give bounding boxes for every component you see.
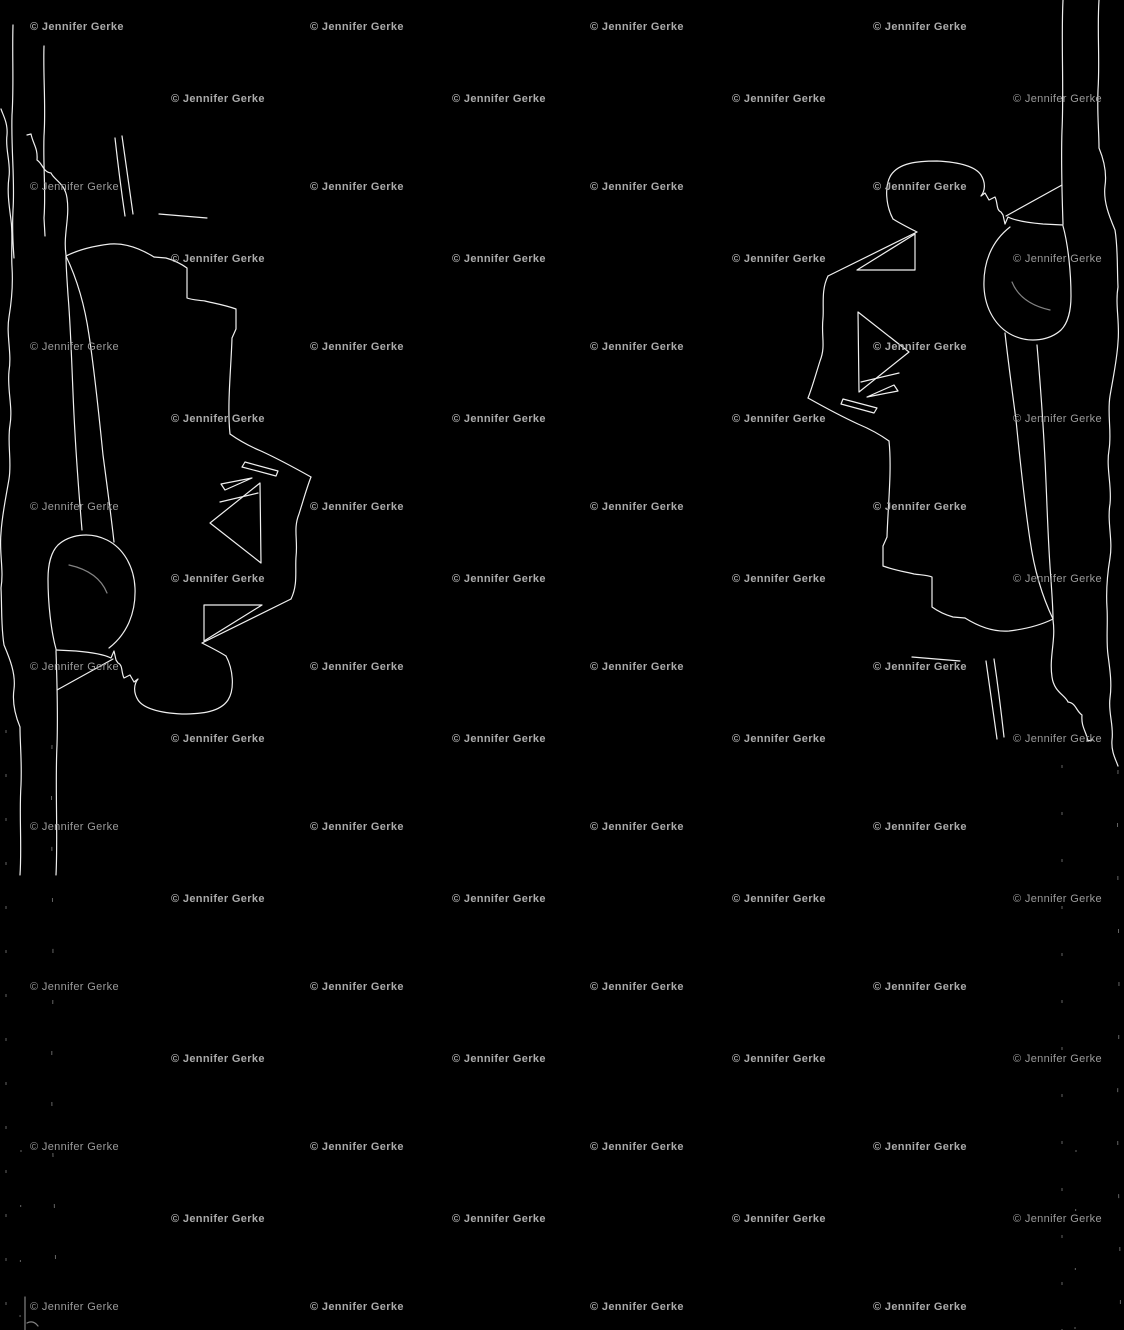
watermark-text: © Jennifer Gerke [30, 21, 124, 33]
watermark-text: © Jennifer Gerke [310, 981, 404, 993]
watermark-text: © Jennifer Gerke [30, 661, 119, 673]
watermark-text: © Jennifer Gerke [452, 1053, 546, 1065]
watermark-text: © Jennifer Gerke [452, 93, 546, 105]
watermark-text: © Jennifer Gerke [452, 893, 546, 905]
watermark-text: © Jennifer Gerke [732, 573, 826, 585]
watermark-text: © Jennifer Gerke [732, 1053, 826, 1065]
watermark-text: © Jennifer Gerke [873, 1301, 967, 1313]
watermark-text: © Jennifer Gerke [873, 501, 967, 513]
watermark-text: © Jennifer Gerke [1013, 1213, 1102, 1225]
watermark-text: © Jennifer Gerke [310, 181, 404, 193]
watermark-text: © Jennifer Gerke [1013, 893, 1102, 905]
watermark-text: © Jennifer Gerke [310, 821, 404, 833]
watermark-text: © Jennifer Gerke [452, 733, 546, 745]
watermark-text: © Jennifer Gerke [732, 93, 826, 105]
left-pole-line-b [44, 46, 45, 236]
watermark-text: © Jennifer Gerke [171, 733, 265, 745]
watermark-text: © Jennifer Gerke [590, 821, 684, 833]
watermark-text: © Jennifer Gerke [310, 661, 404, 673]
watermark-text: © Jennifer Gerke [30, 341, 119, 353]
watermark-text: © Jennifer Gerke [873, 821, 967, 833]
watermark-text: © Jennifer Gerke [590, 661, 684, 673]
watermark-text: © Jennifer Gerke [590, 181, 684, 193]
watermark-text: © Jennifer Gerke [171, 573, 265, 585]
watermark-text: © Jennifer Gerke [171, 253, 265, 265]
watermark-text: © Jennifer Gerke [452, 413, 546, 425]
watermark-text: © Jennifer Gerke [30, 181, 119, 193]
watermark-text: © Jennifer Gerke [171, 93, 265, 105]
watermark-text: © Jennifer Gerke [30, 1141, 119, 1153]
watermark-text: © Jennifer Gerke [310, 1301, 404, 1313]
watermark-text: © Jennifer Gerke [1013, 1053, 1102, 1065]
rider-figure-upright [808, 0, 1118, 766]
watermark-text: © Jennifer Gerke [590, 981, 684, 993]
watermark-text: © Jennifer Gerke [590, 21, 684, 33]
pole-dash [20, 1150, 21, 1330]
watermark-text: © Jennifer Gerke [452, 1213, 546, 1225]
watermark-text: © Jennifer Gerke [30, 821, 119, 833]
pole-dash [1118, 770, 1121, 1330]
watermark-text: © Jennifer Gerke [732, 253, 826, 265]
watermark-text: © Jennifer Gerke [310, 501, 404, 513]
left-pole [12, 25, 45, 258]
watermark-text: © Jennifer Gerke [732, 413, 826, 425]
watermark-text: © Jennifer Gerke [310, 1141, 404, 1153]
watermark-text: © Jennifer Gerke [30, 501, 119, 513]
watermark-text: © Jennifer Gerke [873, 661, 967, 673]
watermark-text: © Jennifer Gerke [171, 1213, 265, 1225]
watermark-text: © Jennifer Gerke [1013, 93, 1102, 105]
watermark-text: © Jennifer Gerke [171, 413, 265, 425]
watermark-text: © Jennifer Gerke [873, 1141, 967, 1153]
watermark-text: © Jennifer Gerke [873, 181, 967, 193]
left-pole-line-a [12, 25, 14, 258]
watermark-text: © Jennifer Gerke [171, 1053, 265, 1065]
watermark-text: © Jennifer Gerke [310, 21, 404, 33]
rider-figure-inverted [1, 109, 311, 875]
watermark-text: © Jennifer Gerke [310, 341, 404, 353]
watermark-text: © Jennifer Gerke [171, 893, 265, 905]
watermark-text: © Jennifer Gerke [873, 981, 967, 993]
watermark-text: © Jennifer Gerke [590, 1141, 684, 1153]
watermark-text: © Jennifer Gerke [873, 341, 967, 353]
watermark-text: © Jennifer Gerke [30, 981, 119, 993]
watermark-text: © Jennifer Gerke [452, 573, 546, 585]
watermark-text: © Jennifer Gerke [873, 21, 967, 33]
watermark-text: © Jennifer Gerke [590, 1301, 684, 1313]
watermark-text: © Jennifer Gerke [590, 501, 684, 513]
watermark-text: © Jennifer Gerke [1013, 413, 1102, 425]
watermark-text: © Jennifer Gerke [732, 733, 826, 745]
watermark-text: © Jennifer Gerke [1013, 253, 1102, 265]
watermark-text: © Jennifer Gerke [732, 1213, 826, 1225]
watermark-text: © Jennifer Gerke [30, 1301, 119, 1313]
watermark-text: © Jennifer Gerke [732, 893, 826, 905]
watermark-text: © Jennifer Gerke [452, 253, 546, 265]
pole-dash [1075, 1150, 1076, 1330]
watermark-text: © Jennifer Gerke [590, 341, 684, 353]
watermark-text: © Jennifer Gerke [1013, 573, 1102, 585]
watermark-text: © Jennifer Gerke [1013, 733, 1102, 745]
